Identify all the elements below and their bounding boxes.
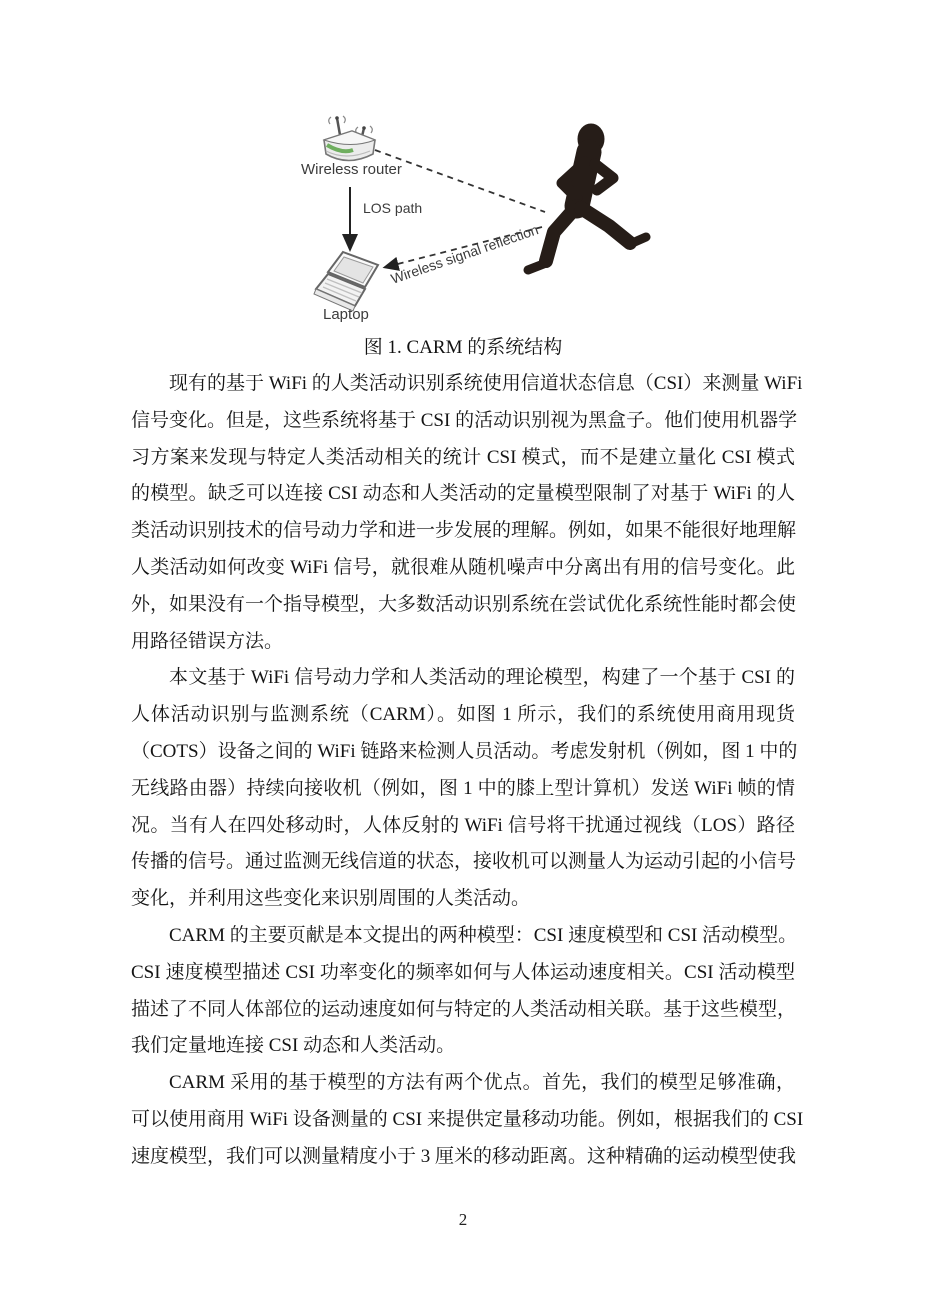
text-line: 习方案来发现与特定人类活动相关的统计 CSI 模式，而不是建立量化 CSI 模式 [131,446,795,468]
los-path-label: LOS path [363,200,423,216]
running-person-silhouette [528,124,646,270]
text-line: 人体活动识别与监测系统（CARM）。如图 1 所示，我们的系统使用商用现货 [131,704,795,726]
text-line: 无线路由器）持续向接收机（例如，图 1 中的膝上型计算机）发送 WiFi 帧的情 [131,777,795,799]
text-line: CSI 速度模型描述 CSI 功率变化的频率如何与人体运动速度相关。CSI 活动模型 [131,961,795,983]
text-line: 本文基于 WiFi 信号动力学和人类活动的理论模型，构建了一个基于 CSI 的 [169,667,795,689]
text-line: 传播的信号。通过监测无线信道的状态，接收机可以测量人为运动引起的小信号 [131,851,797,873]
text-line: 类活动识别技术的信号动力学和进一步发展的理解。例如，如果不能很好地理解 [131,520,797,542]
text-line: 我们定量地连接 CSI 动态和人类活动。 [131,1035,456,1057]
figure-1-canvas [293,112,665,347]
text-line: CARM 采用的基于模型的方法有两个优点。首先，我们的模型足够准确， [169,1072,795,1094]
text-line: 可以使用商用 WiFi 设备测量的 CSI 来提供定量移动功能。例如，根据我们的 CSI [131,1108,804,1130]
page-number: 2 [458,1210,468,1229]
wireless-router-icon [324,116,375,161]
text-line: CARM 的主要页献是本文提出的两种模型：CSI 速度模型和 CSI 活动模型。 [169,924,798,946]
text-line: 描述了不同人体部位的运动速度如何与特定的人类活动相关联。基于这些模型， [131,998,797,1020]
text-line: 的模型。缺乏可以连接 CSI 动态和人类活动的定量模型限制了对基于 WiFi 的人 [131,483,795,505]
text-line: 用路径错误方法。 [131,630,284,652]
text-line: 人类活动如何改变 WiFi 信号，就很难从随机噪声中分离出有用的信号变化。此 [131,556,795,578]
figure-1 [293,112,665,347]
text-line: 速度模型，我们可以测量精度小于 3 厘米的移动距离。这种精确的运动模型使我 [131,1145,797,1167]
figure-1-caption: 图 1. CARM 的系统结构 [363,337,563,358]
laptop-label: Laptop [323,306,369,323]
wireless-router-label: Wireless router [301,161,402,178]
text-line: 信号变化。但是，这些系统将基于 CSI 的活动识别视为黑盒子。他们使用机器学 [131,409,798,431]
text-line: （COTS）设备之间的 WiFi 链路来检测人员活动。考虑发射机（例如，图 1 中的 [131,740,798,762]
document-body [131,366,804,1176]
laptop-icon [314,252,378,311]
text-line: 现有的基于 WiFi 的人类活动识别系统使用信道状态信息（CSI）来测量 WiFi [169,373,803,394]
text-line: 变化，并利用这些变化来识别周围的人类活动。 [131,888,531,910]
text-line: 况。当有人在四处移动时，人体反射的 WiFi 信号将干扰通过视线（LOS）路径 [131,814,795,836]
text-line: 外，如果没有一个指导模型，大多数活动识别系统在尝试优化系统性能时都会使 [131,593,797,615]
reflection-label: Wireless signal reflection [388,221,541,287]
